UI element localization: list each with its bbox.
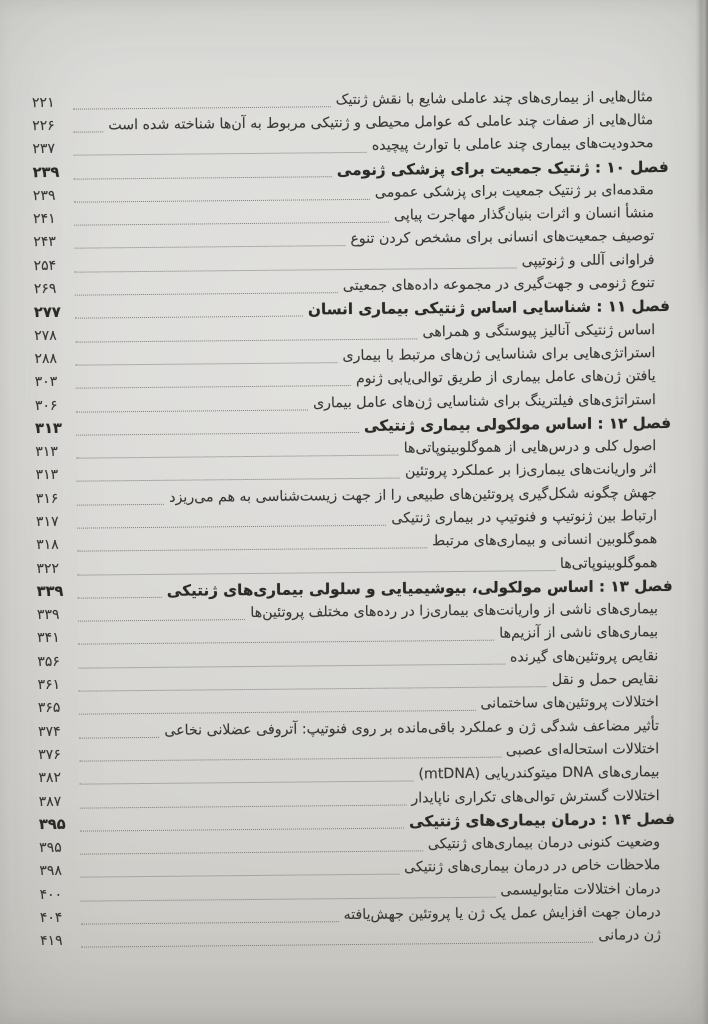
dot-leader (80, 789, 407, 808)
dot-leader (77, 533, 427, 552)
dot-leader (74, 207, 389, 226)
dot-leader (74, 184, 370, 203)
dot-leader (79, 766, 413, 785)
dot-leader (76, 394, 308, 412)
toc-entry-page-number: ۳۰۳ (34, 374, 58, 391)
toc-entry-page-number: ۲۳۹ (32, 163, 60, 182)
toc-entry-title: فصل ۱۰ : ژنتیک جمعیت برای پزشکی ژنومی (336, 157, 669, 179)
toc-entry-page-number: ۲۳۷ (32, 141, 56, 158)
toc-entry-title: استراتژی‌هایی برای شناسایی ژن‌های مرتبط با بیماری (342, 345, 656, 365)
dot-leader (74, 230, 345, 249)
dot-leader (73, 91, 331, 109)
toc-entry-title: ارتباط بین ژنوتیپ و فنوتیپ در بیماری ژنتیکی (391, 508, 658, 527)
dot-leader (78, 582, 162, 599)
toc-entry-title: هموگلوبینوپاتی‌ها (559, 554, 658, 572)
book-page-edge-shadow (696, 0, 708, 320)
toc-entry-page-number: ۳۹۵ (39, 839, 62, 857)
toc-entry-page-number: ۳۱۳ (35, 420, 62, 438)
toc-entry-page-number: ۲۷۸ (34, 327, 57, 344)
dot-leader (78, 625, 494, 645)
toc-entry-page-number: ۳۸۲ (38, 770, 62, 787)
dot-leader (75, 277, 338, 296)
dot-leader (81, 927, 593, 948)
toc-entry-title: فصل ۱۴ : درمان بیماری‌های ژنتیکی (409, 809, 675, 831)
toc-entry-page-number: ۲۴۱ (33, 210, 56, 228)
toc-entry-page-number: ۲۲۶ (32, 117, 55, 135)
toc-entry-page-number: ۳۷۴ (37, 723, 61, 740)
dot-leader (78, 604, 246, 622)
toc-entry-page-number: ۳۱۳ (35, 443, 58, 461)
toc-entry-title: بیماری‌های DNA میتوکندریایی (mtDNA) (418, 764, 660, 783)
toc-entry-page-number: ۳۱۳ (35, 467, 59, 484)
toc-entry-page-number: ۴۰۴ (39, 909, 63, 927)
toc-entry-title: نقایص حمل و نقل (551, 671, 659, 689)
toc-entry-title: اختلالات استحاله‌ای عصبی (505, 741, 660, 759)
toc-entry-page-number: ۳۸۷ (38, 793, 62, 810)
dot-leader (79, 722, 159, 739)
toc-entry-title: تأثیر مضاعف شدگی ژن و عملکرد باقی‌مانده بر روی فنوتیپ: آتروفی عضلانی نخاعی (164, 717, 660, 739)
toc-entry-page-number: ۲۵۴ (33, 257, 57, 274)
dot-leader (74, 161, 332, 179)
toc-entry-title: منشأ انسان و اثرات بنیان‌گذار مهاجرت پیاپی (393, 205, 655, 224)
dot-leader (75, 347, 337, 366)
dot-leader (73, 137, 367, 156)
toc-entry-title: وضعیت کنونی درمان بیماری‌های ژنتیکی (427, 834, 661, 853)
toc-entry-title: مقدمه‌ای بر ژنتیک جمعیت برای پزشکی عمومی (374, 181, 654, 201)
toc-entry-page-number: ۴۱۹ (39, 933, 63, 950)
toc-entry-title: اثر واریانت‌های یبماری‌زا بر عملکرد پروتئین (404, 461, 657, 480)
toc-entry-title: فصل ۱۱ : شناسایی اساس ژنتیکی بیماری انسان (307, 297, 671, 319)
toc-entry-title: نقایص پروتئین‌های گیرنده (509, 647, 659, 666)
toc-entry-page-number: ۳۶۵ (37, 700, 61, 717)
toc-entry-page-number: ۳۱۸ (36, 537, 59, 554)
dot-leader (78, 648, 505, 668)
dot-leader (76, 370, 351, 389)
toc-entry-page-number: ۲۸۸ (34, 350, 58, 367)
toc-entry-page-number: ۳۶۱ (37, 676, 61, 694)
toc-entry-page-number: ۳۳۹ (36, 583, 64, 601)
toc-entry-title: محدودیت‌های بیماری چند عاملی با توارث پیچیده (371, 135, 654, 155)
toc-entry-title: فصل ۱۳ : اساس مولکولی، بیوشیمیایی و سلولی بیماری‌های ژنتیکی (166, 576, 673, 600)
dot-leader (77, 489, 165, 506)
toc-entry-page-number: ۳۱۷ (35, 513, 59, 531)
dot-leader (79, 742, 501, 762)
dot-leader (74, 252, 516, 272)
dot-leader (75, 301, 303, 319)
toc-entry-page-number: ۳۷۶ (38, 746, 61, 763)
toc-entry-page-number: ۳۰۶ (34, 397, 58, 414)
toc-entry-title: هموگلوبین انسانی و بیماری‌های مرتبط (432, 531, 658, 550)
toc-entry-title: بیماری‌های ناشی از آنزیم‌ها (499, 624, 659, 643)
toc-entry-page-number: ۲۳۹ (32, 187, 56, 204)
dot-leader (77, 555, 555, 576)
toc-entry-page-number: ۲۶۹ (33, 280, 57, 298)
toc-entry-title: استراتژی‌های فیلترینگ برای شناسایی ژن‌های عامل بیماری (312, 391, 656, 411)
dot-leader (73, 116, 103, 132)
toc-entry-page-number: ۳۴۱ (37, 630, 60, 647)
toc-entry-title: اختلالات گسترش توالی‌های تکراری ناپایدار (411, 787, 660, 807)
toc-entry-title: فراوانی آللی و ژنوتیپی (521, 251, 655, 270)
dot-leader (80, 859, 399, 878)
dot-leader (81, 906, 339, 924)
toc-entry-page-number: ۲۴۳ (33, 234, 56, 251)
toc-entry-title: اصول کلی و درس‌هایی از هموگلوبینوپاتی‌ها (403, 438, 657, 457)
dot-leader (79, 695, 476, 715)
toc-entry-title: توصیف جمعیت‌های انسانی برای مشخص کردن تنوع (350, 228, 655, 248)
dot-leader (80, 812, 404, 831)
toc-entry-title: بیماری‌های ناشی از واریانت‌های بیماری‌زا در رده‌های مختلف پروتئین‌ها (250, 601, 658, 622)
toc-list (32, 85, 676, 953)
toc-entry-title: فصل ۱۲ : اساس مولکولی بیماری ژنتیکی (363, 413, 672, 435)
dot-leader (77, 510, 386, 529)
dot-leader (76, 440, 398, 459)
toc-entry-page-number: ۳۲۲ (36, 560, 60, 577)
toc-entry-page-number: ۳۵۶ (37, 653, 60, 670)
toc-entry-title: اساس ژنتیکی آنالیز پیوستگی و همراهی (422, 321, 656, 340)
toc-entry-title: یافتن ژن‌های عامل بیماری از طریق توالی‌یابی ژنوم (355, 368, 656, 388)
toc-entry-title: ژن درمانی (598, 927, 662, 945)
toc-entry-title: اختلالات پروتئین‌های ساختمانی (480, 694, 659, 713)
toc-entry-title: جهش چگونه شکل‌گیری پروتئین‌های طبیعی را از جهت زیست‌شناسی به هم می‌ریزد (169, 484, 657, 506)
dot-leader (76, 463, 400, 482)
toc-entry-page-number: ۲۷۷ (33, 303, 61, 321)
dot-leader (78, 671, 546, 691)
page-right-edge-shading (702, 0, 708, 1024)
toc-entry-title: مثال‌هایی از صفات چند عاملی که عوامل محیطی و ژنتیکی مربوط به آن‌ها شناخته شده است (108, 112, 654, 134)
toc-entry-page-number: ۳۳۹ (36, 607, 60, 624)
toc-entry-page-number: ۳۹۵ (38, 816, 66, 834)
dot-leader (81, 881, 496, 901)
toc-row (40, 924, 676, 953)
toc-entry-title: درمان جهت افزایش عمل یک ژن یا پروتئین جهش‌یافته (343, 904, 661, 924)
dot-leader (76, 417, 359, 436)
toc-entry-page-number: ۴۰۰ (39, 886, 63, 903)
toc-entry-title: تنوع ژنومی و جهت‌گیری در مجموعه داده‌های جمعیتی (342, 275, 655, 295)
toc-entry-page-number: ۳۱۶ (35, 490, 59, 507)
dot-leader (75, 323, 417, 342)
toc-entry-page-number: ۳۹۸ (39, 863, 63, 880)
toc-entry-page-number: ۲۲۱ (31, 94, 55, 111)
toc-entry-title: مثال‌هایی از بیماری‌های چند عاملی شایع با نقش ژنتیک (335, 88, 654, 108)
dot-leader (80, 835, 423, 854)
toc-entry-title: درمان اختلالات متابولیسمی (500, 880, 661, 899)
toc-entry-title: ملاحظات خاص در درمان بیماری‌های ژنتیکی (403, 857, 661, 876)
